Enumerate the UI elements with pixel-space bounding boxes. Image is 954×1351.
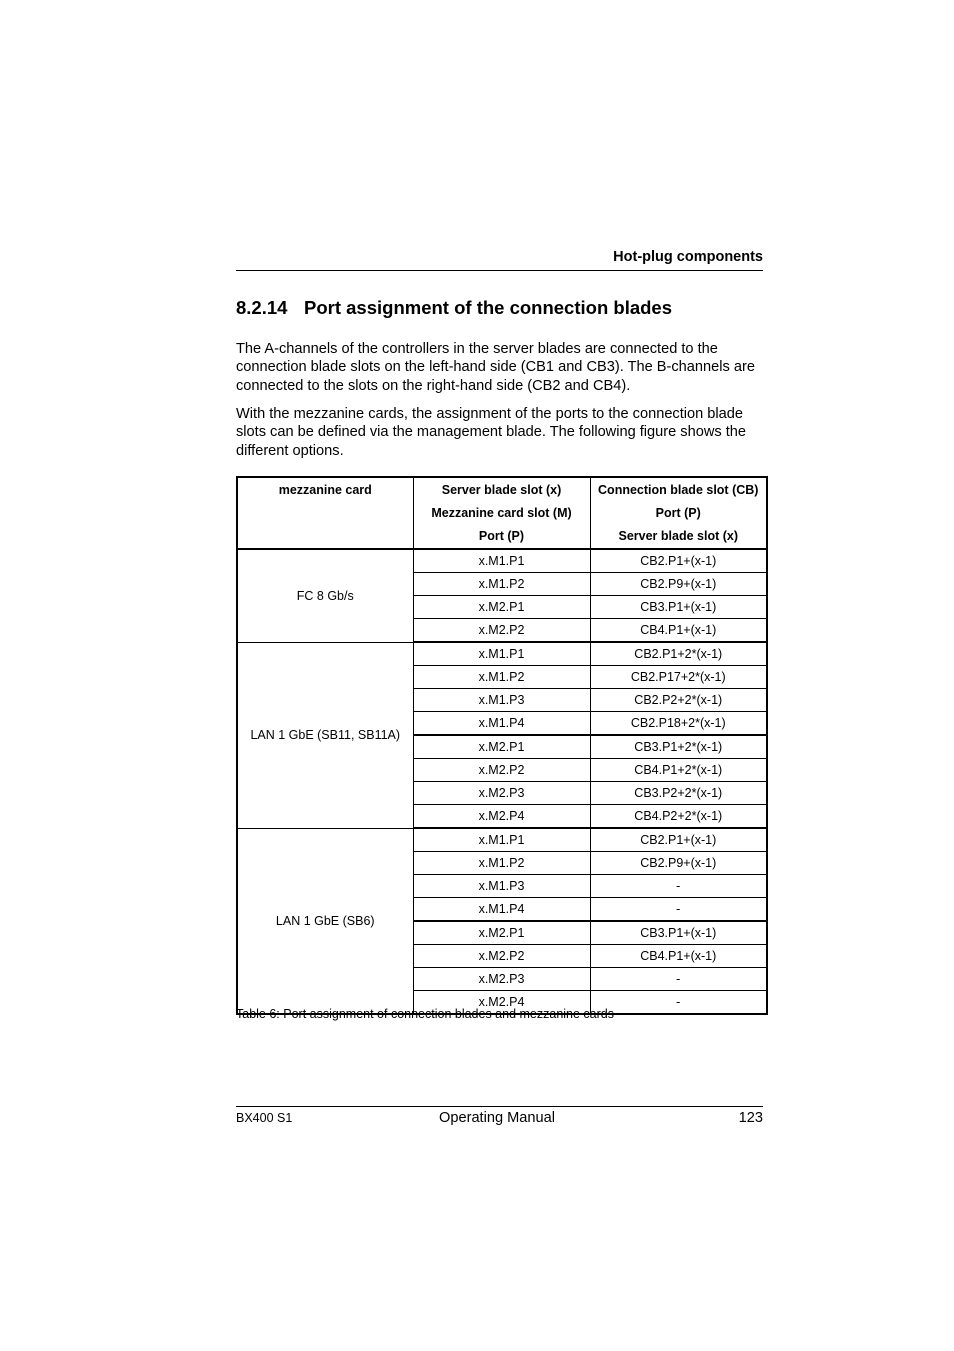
server-port-cell: x.M1.P1	[413, 828, 590, 852]
footer-manual-title: Operating Manual	[439, 1110, 556, 1126]
section-title	[236, 296, 672, 320]
connection-port-cell: CB2.P1+2*(x-1)	[590, 642, 767, 666]
server-port-cell: x.M1.P3	[413, 875, 590, 898]
connection-port-cell: CB3.P2+2*(x-1)	[590, 782, 767, 805]
server-port-cell: x.M1.P1	[413, 642, 590, 666]
server-port-cell: x.M2.P2	[413, 619, 590, 643]
server-port-cell: x.M2.P2	[413, 945, 590, 968]
server-port-cell: x.M1.P2	[413, 666, 590, 689]
page-number: 123	[738, 1110, 763, 1126]
server-port-cell: x.M2.P3	[413, 968, 590, 991]
server-port-cell: x.M2.P4	[413, 991, 590, 1015]
section-title-text: Port assignment of the connection blades	[304, 297, 672, 318]
connection-port-cell: CB2.P1+(x-1)	[590, 549, 767, 573]
connection-port-cell: CB2.P9+(x-1)	[590, 852, 767, 875]
table-header-row	[237, 477, 767, 549]
port-assignment-table	[236, 476, 768, 1015]
server-port-cell: x.M1.P2	[413, 573, 590, 596]
server-port-cell: x.M1.P1	[413, 549, 590, 573]
table-row	[237, 828, 767, 852]
connection-port-cell: CB3.P1+(x-1)	[590, 921, 767, 945]
server-port-cell: x.M2.P1	[413, 596, 590, 619]
server-port-cell: x.M2.P4	[413, 805, 590, 829]
mezzanine-card-type: LAN 1 GbE (SB11, SB11A)	[237, 642, 413, 828]
server-port-cell: x.M1.P3	[413, 689, 590, 712]
header-connection-blade-slot: Connection blade slot (CB) Port (P) Server blade slot (x)	[590, 477, 767, 549]
connection-port-cell: CB2.P18+2*(x-1)	[590, 712, 767, 736]
table-caption: Table 6: Port assignment of connection blades and mezzanine cards	[236, 1007, 615, 1021]
mezzanine-paragraph: With the mezzanine cards, the assignment of the ports to the connection blade slots can be defined via the management blade. The following figure shows the different options.	[236, 406, 747, 459]
connection-port-cell: CB2.P17+2*(x-1)	[590, 666, 767, 689]
server-port-cell: x.M2.P1	[413, 735, 590, 759]
table-row	[237, 549, 767, 573]
mezzanine-card-type: LAN 1 GbE (SB6)	[237, 828, 413, 1014]
server-port-cell: x.M1.P4	[413, 712, 590, 736]
server-port-cell: x.M2.P2	[413, 759, 590, 782]
running-header: Hot-plug components	[236, 248, 763, 271]
connection-port-cell: -	[590, 991, 767, 1015]
connection-port-cell: CB2.P2+2*(x-1)	[590, 689, 767, 712]
server-port-cell: x.M1.P4	[413, 898, 590, 922]
footer-product: BX400 S1	[236, 1111, 293, 1125]
intro-paragraph: The A-channels of the controllers in the server blades are connected to the connection blade slots on the left-hand side (CB1 and CB3). The B-channels are connected to the slots on the right-hand side (CB2 and CB4).	[236, 341, 755, 394]
header-mezzanine-card: mezzanine card	[237, 477, 413, 549]
section-number: 8.2.14	[236, 297, 288, 318]
mezzanine-card-type: FC 8 Gb/s	[237, 549, 413, 642]
table-body	[237, 549, 767, 1014]
connection-port-cell: CB3.P1+2*(x-1)	[590, 735, 767, 759]
header-server-blade-slot: Server blade slot (x) Mezzanine card slot (M) Port (P)	[413, 477, 590, 549]
server-port-cell: x.M2.P1	[413, 921, 590, 945]
table-row	[237, 642, 767, 666]
connection-port-cell: CB4.P2+2*(x-1)	[590, 805, 767, 829]
connection-port-cell: CB2.P9+(x-1)	[590, 573, 767, 596]
connection-port-cell: CB4.P1+(x-1)	[590, 945, 767, 968]
connection-port-cell: CB3.P1+(x-1)	[590, 596, 767, 619]
server-port-cell: x.M1.P2	[413, 852, 590, 875]
page-footer	[236, 1106, 763, 1129]
connection-port-cell: -	[590, 898, 767, 922]
connection-port-cell: -	[590, 875, 767, 898]
connection-port-cell: CB4.P1+2*(x-1)	[590, 759, 767, 782]
connection-port-cell: -	[590, 968, 767, 991]
server-port-cell: x.M2.P3	[413, 782, 590, 805]
connection-port-cell: CB2.P1+(x-1)	[590, 828, 767, 852]
connection-port-cell: CB4.P1+(x-1)	[590, 619, 767, 643]
